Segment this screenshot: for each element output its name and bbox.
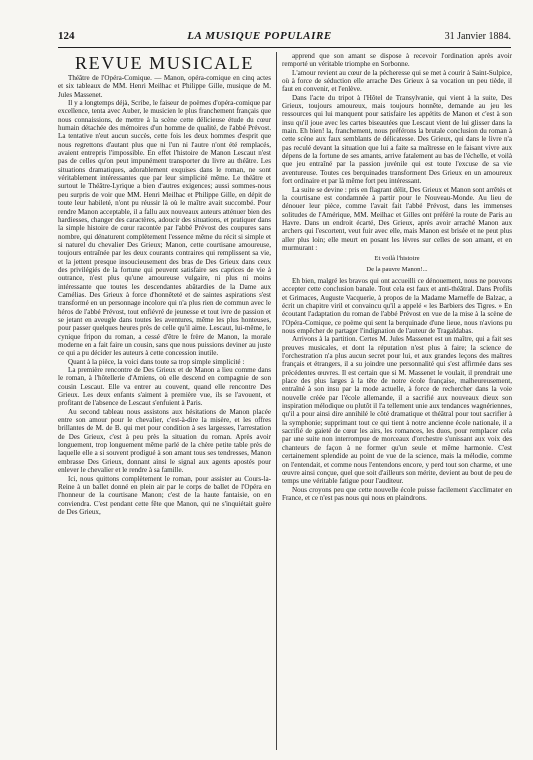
paragraph: La première rencontre de Des Grieux et de Manon a lieu comme dans le roman, à l'hôtellerie d'Amiens, où elle descend en compagnie de son cousin Lescaut. Elle va entrer au couvent, quand elle rencontre Des Grieux. Les deux enfants s'aiment à première vue, ils se l'avouent, et profitant de l'absence de Lescaut s'enfuient à Paris. <box>58 366 271 408</box>
paragraph: Théâtre de l'Opéra-Comique. — Manon, opéra-comique en cinq actes et six tableaux de MM. Henri Meilhac et Philippe Gille, musique de M. Jules Massenet. <box>58 74 271 99</box>
section-title: REVUE MUSICALE <box>75 53 254 73</box>
paragraph: Ici, nous quittons complètement le roman, pour assister au Cours-la-Reine à un ballet donné en plein air par le corps de ballet de l'Opéra en l'honneur de la courtisane Manon; c'est de la haute fantaisie, on en conviendra. C'est pendant cette fête que Manon, qui ne s'inquiétait guère de Des Grieux, <box>58 474 271 516</box>
paragraph: Arrivons à la partition. Certes M. Jules Massenet est un maître, qui a fait ses preuves musicales, et dont la réputation n'est plus à faire; la science de l'orchestration n'a plus aucun secret pour lui, et aux grandes leçons des maîtres français et étrangers, il a su joindre une personnalité qui s'est affirmée dans ses précédentes œuvres. Il est certain que si M. Massenet le voulait, il prendrait une place des plus larges à la tête de notre école française, malheureusement, entraîné à son insu par la mode actuelle, à force de rechercher dans la voie nouvelle créée par l'école allemande, il a sacrifié aux nouveaux dieux son inspiration mélodique ou plutôt il l'a tellement unie aux tendances wagnériennes, qu'il a pour ainsi dire annihilé le côté dramatique et théâtral pour tout sacrifier à la symphonie; supprimant tout ce qui tient à notre ancienne école nationale, il a sacrifié de gaieté de cœur les airs, les romances, les duos, pour remplacer cela par une suite non interrompue de morceaux d'orchestre s'unissant aux voix des chanteurs de façon à ne former qu'un seule et même harmonie. C'est certainement splendide au point de vue de la science, mais la mélodie, comme on l'entendait, et comme nous l'entendons encore, y perd tout son charme, et une œuvre ainsi conçue, quel que soit d'ailleurs son mérite, devient au bout de peu de temps une véritable fatigue pour l'auditeur. <box>282 335 512 486</box>
left-column <box>58 52 271 754</box>
running-header <box>58 30 511 44</box>
paragraph: Il y a longtemps déjà, Scribe, le faiseur de poèmes d'opéra-comique par excellence, tenta avec Auber, le musicien le plus franchement français que nous connaissions, de mettre à la scène cette délicieuse étude du cœur humain détachée des mémoires d'un homme de qualité, de l'abbé Prévost. La tentative n'eut aucun succès, cette fois les deux hommes d'esprit que nous regrettons d'autant plus que ni l'un ni l'autre n'ont été remplacés, avaient entrepris l'impossible. En effet l'histoire de Manon Lescaut n'est pas de celles qu'on peut impunément transporter du livre au théâtre. Les situations dramatiques, adorablement exquises dans le roman, ne sont véritablement intéressantes que par leur simplicité même. Le théâtre et surtout le Théâtre-Lyrique a bien d'autres exigences; aussi sommes-nous peu surpris de voir que MM. Henri Meilhac et Philippe Gille, en dépit de toute leur habileté, n'ont pu réussir là où le maître avait succombé. Pour rendre Manon acceptable, il a fallu aux nouveaux auteurs atténuer bien des hardiesses, changer des caractères, adoucir des situations, et pratiquer dans la simple histoire de cœur racontée par l'abbé Prévost des coupures sans nombre, qui dénaturent complètement l'essence même du récit si simple et si naturel du chevalier Des Grieux; Manon, cette courtisane amoureuse, toujours entraînée par les deux courants contraires qui remplissent sa vie, et la jettent presque insoucieusement des bras de Des Grieux dans ceux des privilégiés de la fortune qui peuvent satisfaire ses caprices de vie à outrance, n'est plus qu'une amoureuse vulgaire, ni plus ni moins intéressante que toutes les descendantes abâtardies de la Dame aux Camélias. Des Grieux à force d'honnêteté et de saintes aspirations s'est transformé en un personnage incolore qui n'a plus rien de commun avec le héros de l'abbé Prévost, tout enfiévré de jeunesse et tout ivre de passion et se jetant en aveugle dans toutes les aventures, même les plus honteuses, pour passer quelques heures près de celle qu'il aime. Lescaut, lui-même, le cynique fripon du roman, a cessé d'être le frère de Manon, la morale moderne en a fait faire un cousin, sans que nous puissions deviner au juste ce qui a pu décider les auteurs à cette concession inutile. <box>58 99 271 358</box>
header-rule <box>58 47 511 48</box>
paragraph: Au second tableau nous assistons aux hésitations de Manon placée entre son amour pour le chevalier, c'est-à-dire la misère, et les offres brillantes de M. de B. qui met pour condition à ses largesses, l'arrestation de Des Grieux, c'est à peu près la situation du roman. Après avoir longuement, trop longuement même parlé de la chère petite table près de laquelle elle a si souvent prodigué à son amant tous ses tendresses, Manon embrasse Des Grieux, donnant ainsi le signal aux agents apostés pour enlever le chevalier et le rendre à sa famille. <box>58 407 271 475</box>
issue-date: 31 Janvier 1884. <box>444 31 511 42</box>
paragraph: apprend que son amant se dispose à recevoir l'ordination après avoir remporté un véritable triomphe en Sorbonne. <box>282 52 512 69</box>
verse-line: Et voilà l'histoire <box>374 255 420 263</box>
paragraph: Nous croyons peu que cette nouvelle école puisse facilement s'acclimater en France, et ce n'est pas nous qui nous en plaindrons. <box>282 485 512 502</box>
quoted-verse <box>282 255 512 274</box>
right-column <box>282 52 512 754</box>
paragraph: Eh bien, malgré les bravos qui ont accueilli ce dénouement, nous ne pouvons accepter cette conclusion banale. Tout cela est faux et anti-théâtral. Dans Profils et Grimaces, Auguste Vacquerie, à propos de la Madame Marneffe de Balzac, a écrit un chapitre viril et convaincu qu'il a appelé « les Barbiers des Tigres. » En écoutant l'adaptation du roman de l'abbé Prévost en vue de la mise à la scène de l'Opéra-Comique, ce poème qui sent la berquinade d'une lieue, nous n'avions pu nous empêcher de partager l'indignation de l'auteur de Tragaldabas. <box>282 276 512 335</box>
paragraph: L'amour revient au cœur de la pécheresse qui se met à courir à Saint-Sulpice, où à force de séduction elle arrache Des Grieux à sa vocation un peu tiède, il faut en convenir, et l'enlève. <box>282 68 512 94</box>
column-rule <box>276 52 277 750</box>
paragraph: Dans l'acte du tripot à l'Hôtel de Transylvanie, qui vient à la suite, Des Grieux, toujours amoureux, mais toujours honnête, demande au jeu les ressources qui lui manquent pour satisfaire les appétits de Manon et c'est à son insu qu'il joue avec les cartes biseautées que Lescaut vient de lui glisser dans la main. Eh bien! la, franchement, nous préférons la brutale conclusion du roman à cette scène aux faux semblants de délicatesse. Des Grieux, qui dans le livre n'a pas reculé devant la situation que lui a faite sa maîtresse en le faisant vivre aux dépens de la fortune de ses amants, arrive fatalement au bas de l'échelle, et voilà que jeu entraîné par la passion juvénile qui est toute l'excuse de sa vie aventureuse. Toutes ces berquinades transforment Des Grieux en un amoureux fort ordinaire et par là même fort peu intéressant. <box>282 93 512 186</box>
paragraph: Quant à la pièce, la voici dans toute sa trop simple simplicité : <box>68 357 245 366</box>
page-number: 124 <box>58 30 75 42</box>
paragraph: La suite se devine : pris en flagrant délit, Des Grieux et Manon sont arrêtés et la courtisane est condamnée à partir pour le Nouveau-Monde. Au lieu de dénouer leur pièce, comme l'avait fait l'abbé Prévost, dans les immenses solitudes de l'Amérique, MM. Meilhac et Gilles ont préféré la route de Paris au Havre. Dans un endroit écarté, Des Grieux, après avoir arraché Manon aux archers qui l'escortent, veut fuir avec elle, mais Manon est brisée et ne peut plus aller plus loin; elle meurt en posant les lèvres sur celles de son amant, et en murmurant : <box>282 185 512 252</box>
journal-title: LA MUSIQUE POPULAIRE <box>187 30 332 42</box>
verse-line: De la pauvre Manon!... <box>366 265 428 273</box>
